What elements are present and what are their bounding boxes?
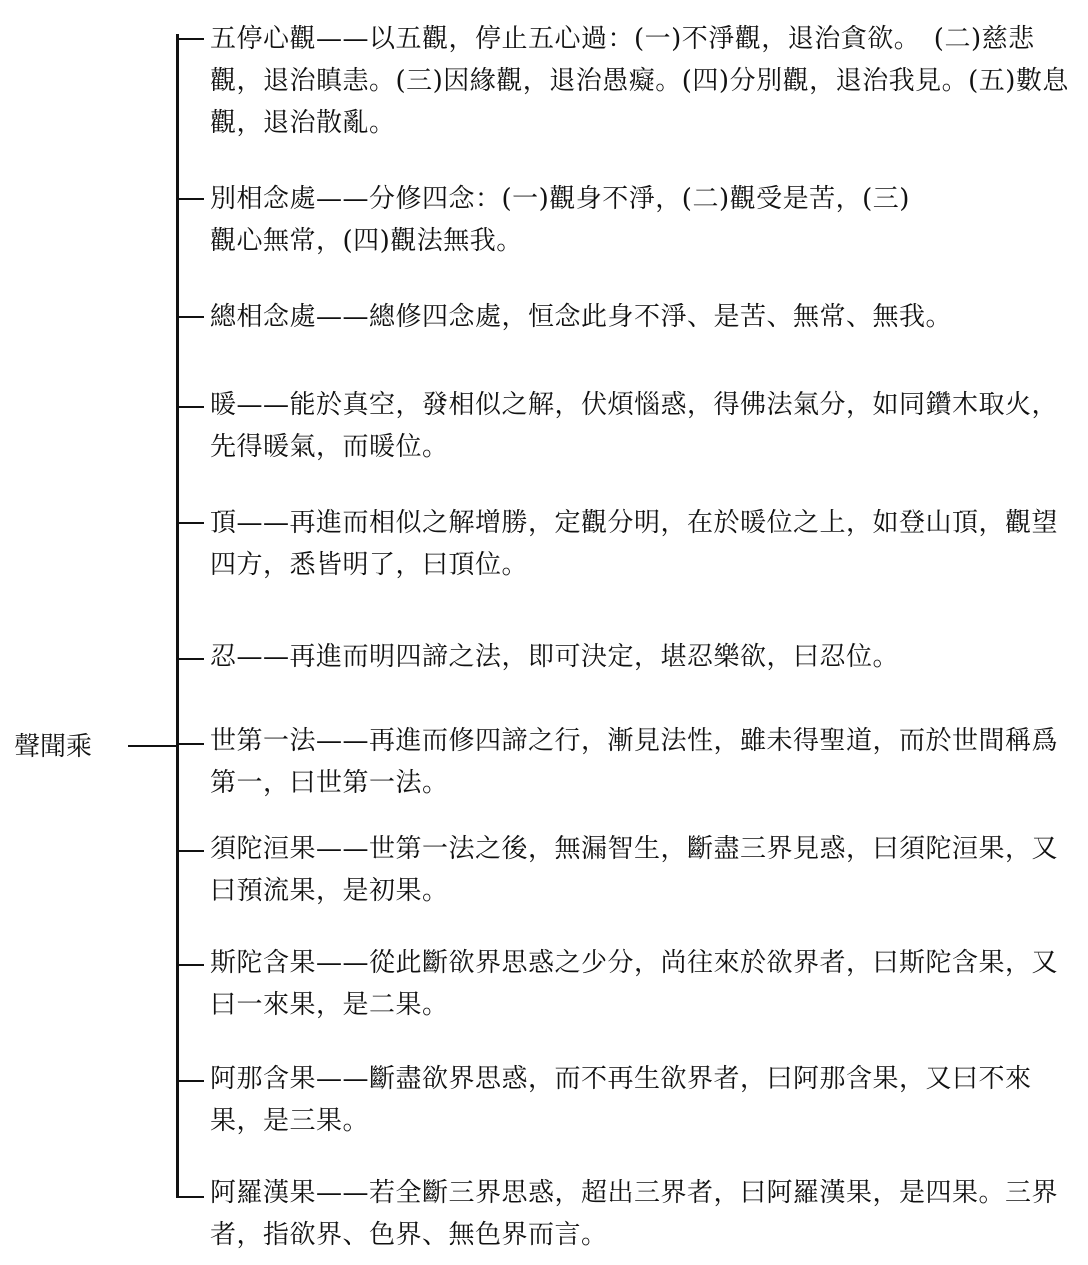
tick-5 (176, 522, 204, 524)
entry-term: 暖 (210, 390, 237, 420)
root-label: 聲聞乘 (14, 732, 93, 762)
entry-desc: ——再進而修四諦之行，漸見法性，雖未得聖道，而於世間稱爲第一，曰世第一法。 (210, 726, 1059, 798)
entry-desc: ——再進而明四諦之法，即可決定，堪忍樂欲，曰忍位。 (236, 642, 900, 672)
entry-xutuohuan-guo (210, 828, 1070, 912)
tick-1 (176, 38, 204, 40)
entry-desc: ——世第一法之後，無漏智生，斷盡三界見惑，曰須陀洹果，又曰預流果，是初果。 (210, 834, 1059, 906)
entry-term: 斯陀含果 (210, 948, 317, 978)
tick-4 (176, 406, 204, 408)
entry-desc: ——再進而相似之解增勝，定觀分明，在於暖位之上，如登山頂，觀望四方，悉皆明了，曰頂位。 (210, 508, 1059, 580)
tick-8 (176, 850, 204, 852)
entry-term: 阿羅漢果 (210, 1178, 317, 1208)
entry-term: 總相念處 (210, 302, 317, 332)
bracket-spine (176, 34, 179, 1198)
entry-desc: ——從此斷欲界思惑之少分，尚往來於欲界者，曰斯陀含果，又曰一來果，是二果。 (210, 948, 1059, 1020)
entry-desc: ——總修四念處，恒念此身不淨、是苦、無常、無我。 (316, 302, 953, 332)
entry-desc: ——能於真空，發相似之解，伏煩惱惑，得佛法氣分，如同鑽木取火，先得暖氣，而暖位。 (210, 390, 1059, 462)
entry-term: 忍 (210, 642, 237, 672)
entry-term: 須陀洹果 (210, 834, 317, 864)
entry-ren (210, 636, 1070, 678)
tick-3 (176, 316, 204, 318)
entry-nuan (210, 384, 1070, 468)
entry-anahan-guo (210, 1058, 1070, 1142)
entry-situohan-guo (210, 942, 1070, 1026)
entry-zongxiang-nianchu (210, 296, 1070, 338)
tick-10 (176, 1080, 204, 1082)
tick-11 (176, 1196, 204, 1198)
entry-desc: ——若全斷三界思惑，超出三界者，曰阿羅漢果，是四果。三界者，指欲界、色界、無色界而言。 (210, 1178, 1059, 1250)
tick-6 (176, 658, 204, 660)
entry-desc: ——以五觀，停止五心過：(一)不淨觀，退治貪欲。 (二)慈悲觀，退治瞋恚。(三)因緣觀，退治愚癡。(四)分別觀，退治我見。(五)數息觀，退治散亂。 (210, 24, 1069, 138)
entry-term: 阿那含果 (210, 1064, 317, 1094)
tick-2 (176, 198, 204, 200)
entry-ding (210, 502, 1070, 586)
entry-biexiang-nianchu (210, 178, 930, 262)
entry-term: 世第一法 (210, 726, 317, 756)
entry-desc: ——斷盡欲界思惑，而不再生欲界者，曰阿那含果，又曰不來果，是三果。 (210, 1064, 1032, 1136)
entry-term: 頂 (210, 508, 237, 538)
entry-shi-diyi-fa (210, 720, 1070, 804)
entry-term: 別相念處 (210, 184, 317, 214)
entry-desc: ——分修四念：(一)觀身不淨，(二)觀受是苦，(三)觀心無常，(四)觀法無我。 (210, 184, 910, 256)
tick-7 (176, 743, 204, 745)
tick-9 (176, 964, 204, 966)
entry-aluohan-guo (210, 1172, 1070, 1256)
entry-term: 五停心觀 (210, 24, 317, 54)
root-connector-line (128, 745, 178, 747)
entry-wuting-xin-guan (210, 18, 1070, 144)
